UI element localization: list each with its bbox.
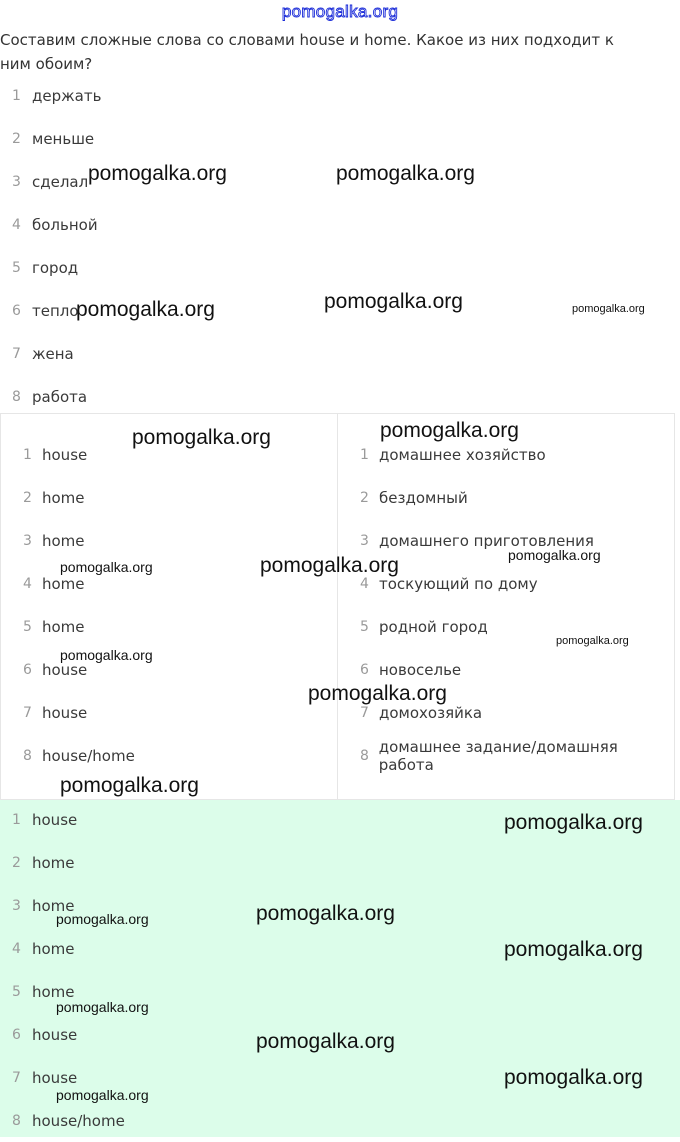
item-number: 8 bbox=[12, 1112, 21, 1129]
watermark: pomogalka.org bbox=[256, 1030, 395, 1053]
list-item bbox=[0, 289, 340, 332]
list-item bbox=[0, 841, 125, 884]
table-row bbox=[11, 648, 337, 691]
table-column-left bbox=[1, 414, 337, 799]
item-text: home bbox=[32, 853, 75, 872]
watermark: pomogalka.org bbox=[56, 999, 149, 1015]
list-item bbox=[0, 1056, 125, 1099]
item-number: 6 bbox=[360, 661, 369, 678]
table-row bbox=[348, 519, 674, 562]
watermark: pomogalka.org bbox=[56, 911, 149, 927]
item-text: домохозяйка bbox=[379, 703, 483, 722]
item-number: 2 bbox=[23, 489, 32, 506]
item-text: home bbox=[32, 896, 75, 915]
list-item bbox=[0, 884, 125, 927]
item-number: 3 bbox=[12, 897, 21, 914]
table-row bbox=[348, 605, 674, 648]
item-number: 2 bbox=[360, 489, 369, 506]
item-number: 4 bbox=[23, 575, 32, 592]
item-text: home bbox=[42, 617, 85, 636]
watermark: pomogalka.org bbox=[504, 1066, 643, 1089]
item-number: 1 bbox=[12, 811, 21, 828]
word-list bbox=[0, 74, 340, 418]
item-number: 2 bbox=[12, 854, 21, 871]
table-row bbox=[11, 605, 337, 648]
table-row bbox=[348, 476, 674, 519]
item-text: тепло bbox=[32, 301, 79, 320]
list-item bbox=[0, 74, 340, 117]
item-text: house bbox=[32, 810, 78, 829]
item-number: 3 bbox=[12, 173, 21, 190]
item-text: home bbox=[42, 531, 85, 550]
item-text: новоселье bbox=[379, 660, 462, 679]
item-text: бездомный bbox=[379, 488, 468, 507]
item-text: домашнее задание/домашняя работа bbox=[378, 737, 618, 774]
item-number: 5 bbox=[12, 259, 21, 276]
item-text: home bbox=[32, 939, 75, 958]
answer-block bbox=[0, 800, 680, 1137]
item-text: держать bbox=[32, 86, 102, 105]
item-number: 7 bbox=[12, 345, 21, 362]
table-row bbox=[11, 519, 337, 562]
watermark: pomogalka.org bbox=[260, 554, 399, 577]
table-row bbox=[348, 691, 674, 734]
item-text: house bbox=[42, 703, 88, 722]
watermark: pomogalka.org bbox=[504, 938, 643, 961]
matching-table bbox=[0, 413, 675, 800]
list-item bbox=[0, 970, 125, 1013]
item-text: сделал bbox=[32, 172, 89, 191]
question-text: Составим сложные слова со словами house и home. Какое из них подходит к ним обоим? bbox=[0, 31, 614, 73]
item-number: 8 bbox=[360, 747, 369, 764]
watermark: pomogalka.org bbox=[556, 635, 629, 647]
watermark: pomogalka.org bbox=[60, 647, 153, 663]
item-text: house bbox=[32, 1025, 78, 1044]
table-row bbox=[11, 734, 337, 777]
watermark: pomogalka.org bbox=[324, 290, 463, 313]
item-number: 4 bbox=[12, 216, 21, 233]
item-number: 7 bbox=[12, 1069, 21, 1086]
item-number: 8 bbox=[12, 388, 21, 405]
item-number: 2 bbox=[12, 130, 21, 147]
table-row bbox=[11, 476, 337, 519]
watermark: pomogalka.org bbox=[256, 902, 395, 925]
list-item bbox=[0, 1099, 125, 1142]
item-text: жена bbox=[32, 344, 74, 363]
item-number: 1 bbox=[23, 446, 32, 463]
item-number: 8 bbox=[23, 747, 32, 764]
item-text: домашнего приготовления bbox=[379, 531, 594, 550]
table-row bbox=[348, 734, 674, 777]
watermark: pomogalka.org bbox=[380, 419, 519, 442]
item-text: house/home bbox=[42, 746, 135, 765]
item-text: город bbox=[32, 258, 79, 277]
item-text: house bbox=[42, 660, 88, 679]
watermark: pomogalka.org bbox=[572, 303, 645, 315]
item-number: 5 bbox=[360, 618, 369, 635]
item-number: 6 bbox=[23, 661, 32, 678]
list-item bbox=[0, 927, 125, 970]
table-row bbox=[348, 648, 674, 691]
table-row bbox=[348, 562, 674, 605]
item-text: больной bbox=[32, 215, 98, 234]
item-text: home bbox=[42, 488, 85, 507]
table-row bbox=[11, 562, 337, 605]
list-item bbox=[0, 203, 340, 246]
item-number: 7 bbox=[23, 704, 32, 721]
watermark: pomogalka.org bbox=[88, 162, 227, 185]
item-text: домашнее хозяйство bbox=[379, 445, 546, 464]
watermark: pomogalka.org bbox=[504, 811, 643, 834]
item-number: 4 bbox=[12, 940, 21, 957]
list-item bbox=[0, 160, 340, 203]
watermark: pomogalka.org bbox=[132, 426, 271, 449]
item-number: 3 bbox=[23, 532, 32, 549]
list-item bbox=[0, 332, 340, 375]
item-number: 7 bbox=[360, 704, 369, 721]
item-text: home bbox=[32, 982, 75, 1001]
item-text: home bbox=[42, 574, 85, 593]
item-text: house bbox=[32, 1068, 78, 1087]
item-text: house bbox=[42, 445, 88, 464]
table-row bbox=[348, 433, 674, 476]
site-title: pomogalka.org bbox=[281, 2, 399, 21]
watermark: pomogalka.org bbox=[60, 559, 153, 575]
watermark: pomogalka.org bbox=[60, 774, 199, 797]
watermark: pomogalka.org bbox=[508, 547, 601, 563]
item-number: 3 bbox=[360, 532, 369, 549]
item-number: 5 bbox=[12, 983, 21, 1000]
item-number: 5 bbox=[23, 618, 32, 635]
item-number: 6 bbox=[12, 1026, 21, 1043]
list-item bbox=[0, 117, 340, 160]
item-number: 1 bbox=[12, 87, 21, 104]
watermark: pomogalka.org bbox=[336, 162, 475, 185]
list-item bbox=[0, 375, 340, 418]
item-text: родной город bbox=[379, 617, 488, 636]
item-number: 4 bbox=[360, 575, 369, 592]
watermark: pomogalka.org bbox=[308, 682, 447, 705]
item-number: 6 bbox=[12, 302, 21, 319]
item-text: меньше bbox=[32, 129, 95, 148]
table-row bbox=[11, 691, 337, 734]
list-item bbox=[0, 246, 340, 289]
list-item bbox=[0, 798, 125, 841]
item-text: house/home bbox=[32, 1111, 125, 1130]
list-item bbox=[0, 1013, 125, 1056]
item-text: работа bbox=[32, 387, 88, 406]
table-row bbox=[11, 433, 337, 476]
watermark: pomogalka.org bbox=[56, 1087, 149, 1103]
table-column-right bbox=[337, 414, 674, 799]
watermark: pomogalka.org bbox=[76, 298, 215, 321]
item-number: 1 bbox=[360, 446, 369, 463]
item-text: тоскующий по дому bbox=[379, 574, 538, 593]
